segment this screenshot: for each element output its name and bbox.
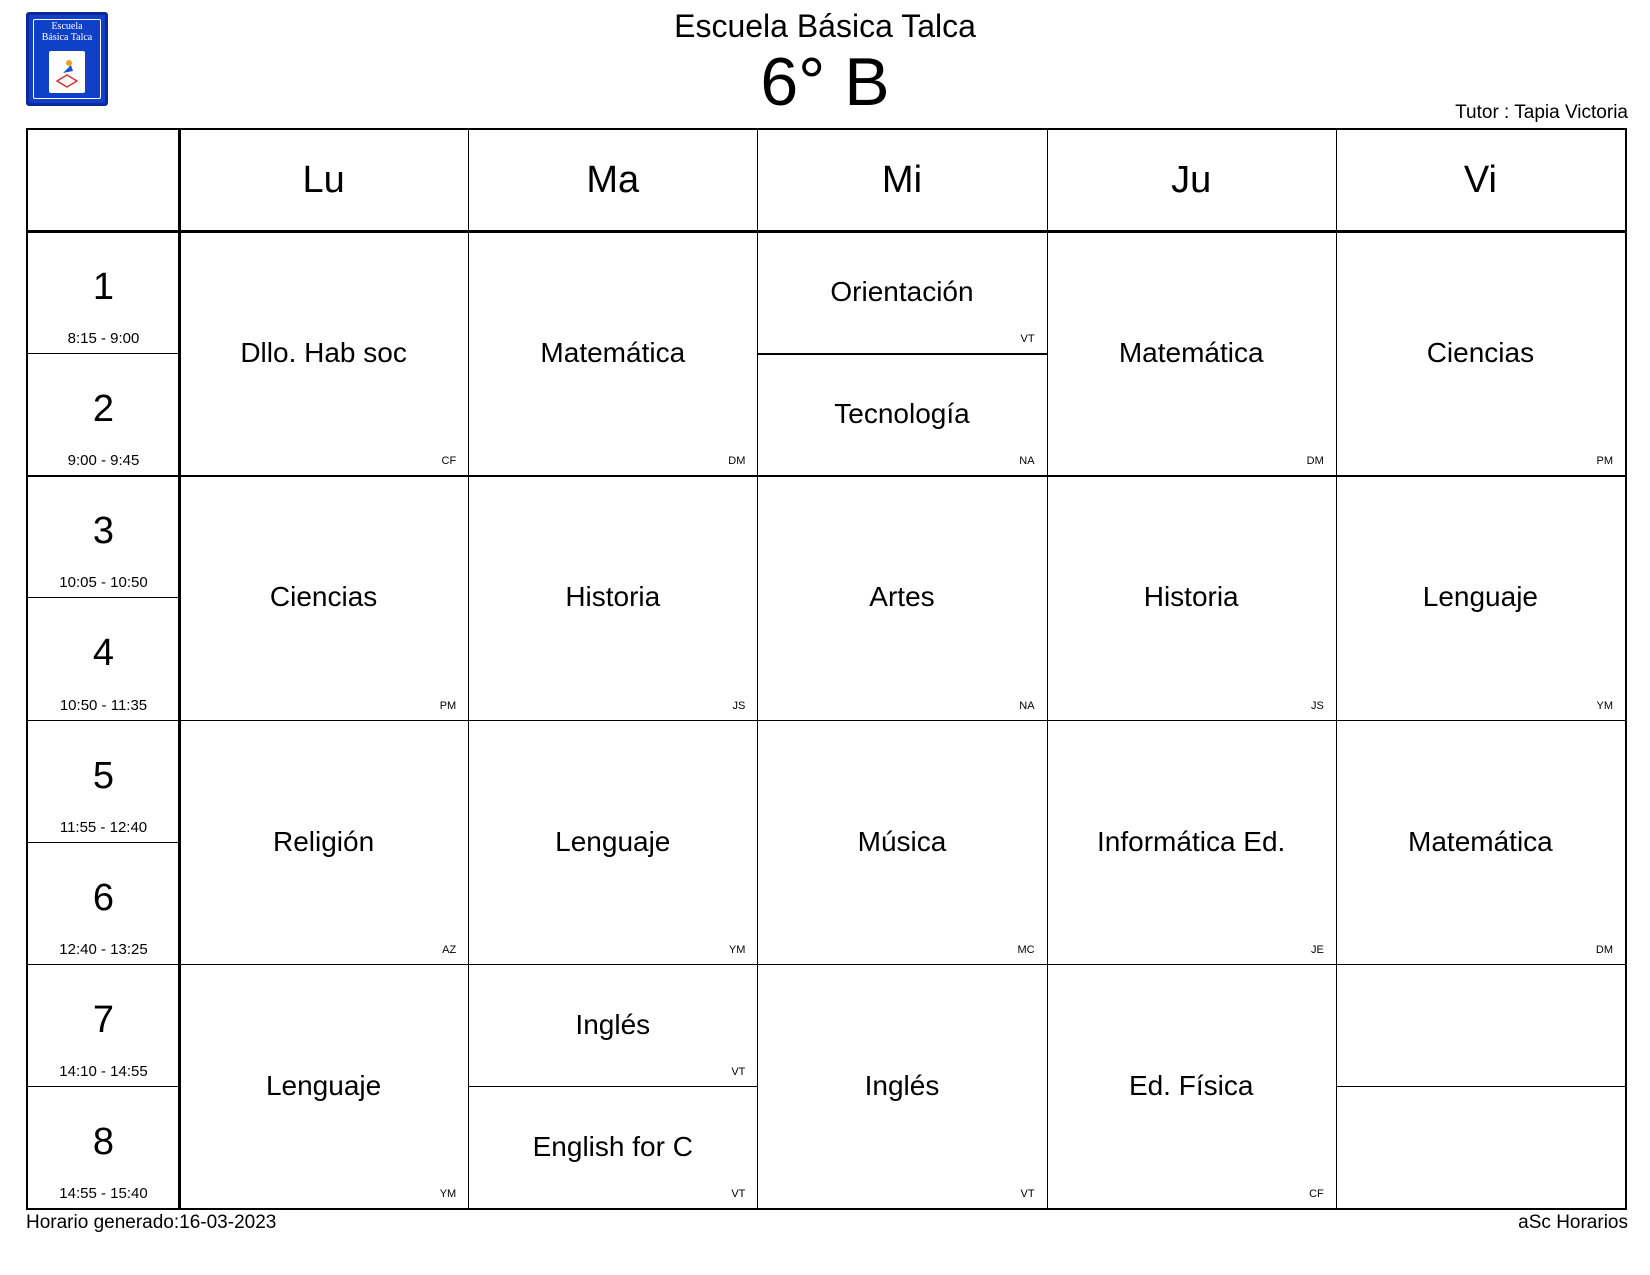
lesson-subject: Historia (1143, 581, 1239, 613)
lesson-subject: Religión (273, 825, 375, 857)
software-credit: aSc Horarios (1518, 1212, 1628, 1233)
lesson-teacher-code: MC (1017, 943, 1035, 956)
lesson-subject: Inglés (864, 1069, 940, 1101)
grid-line (28, 964, 1625, 966)
period-number: 3 (92, 510, 115, 553)
period-label (28, 597, 179, 719)
lesson-teacher-code: DM (728, 455, 746, 468)
period-time: 14:55 - 15:40 (59, 1185, 148, 1202)
lesson-subject: Dllo. Hab soc (240, 337, 407, 369)
period-time: 11:55 - 12:40 (59, 818, 148, 836)
lesson-subject: Lenguaje (1422, 581, 1538, 613)
lesson-teacher-code: JS (1310, 699, 1324, 712)
lesson-teacher-code: DM (1306, 455, 1324, 468)
grid-line (1336, 130, 1337, 1208)
school-name: Escuela Básica Talca (674, 8, 976, 44)
lesson-cell[interactable] (1047, 231, 1336, 475)
period-label (28, 353, 179, 475)
period-number: 2 (92, 388, 115, 431)
grid-line (468, 130, 469, 1208)
lesson-cell[interactable] (757, 720, 1046, 964)
lesson-cell[interactable] (468, 720, 757, 964)
grid-line (178, 130, 181, 1208)
lesson-teacher-code: YM (728, 943, 746, 956)
lesson-cell[interactable] (1336, 475, 1625, 719)
lesson-subject: Ed. Física (1128, 1069, 1254, 1101)
period-number: 1 (92, 266, 115, 308)
class-name: 6° B (760, 44, 890, 120)
lesson-teacher-code: YM (439, 1188, 457, 1200)
lesson-subject: Lenguaje (555, 825, 671, 857)
grid-line (1047, 130, 1048, 1208)
grid-line (28, 597, 179, 598)
day-header: Lu (302, 159, 345, 201)
lesson-teacher-code: JS (732, 699, 746, 712)
lesson-subject: Música (857, 825, 947, 857)
period-label (28, 842, 179, 964)
grid-line (28, 230, 1625, 233)
lesson-subject: Matemática (1408, 825, 1553, 857)
lesson-cell[interactable] (1336, 1086, 1625, 1208)
lesson-subject: Inglés (575, 1008, 651, 1040)
lesson-cell[interactable] (468, 475, 757, 719)
grid-line (757, 353, 1046, 355)
lesson-teacher-code: PM (439, 699, 457, 712)
grid-line (1336, 1086, 1625, 1088)
lesson-teacher-code: VT (1020, 1188, 1035, 1200)
lesson-subject: English for C (532, 1130, 693, 1162)
lesson-cell[interactable] (468, 1086, 757, 1208)
grid-line (28, 353, 179, 354)
lesson-cell[interactable] (468, 231, 757, 475)
lesson-cell[interactable] (757, 353, 1046, 475)
lesson-subject: Informática Ed. (1097, 825, 1286, 857)
lesson-teacher-code: AZ (442, 943, 457, 956)
lesson-cell[interactable] (1336, 964, 1625, 1086)
period-number: 5 (92, 754, 115, 797)
lesson-teacher-code: CF (1309, 1188, 1324, 1200)
lesson-teacher-code: YM (1596, 699, 1613, 712)
lesson-subject: Tecnología (834, 398, 970, 430)
generated-date: Horario generado:16-03-2023 (26, 1212, 277, 1233)
lesson-teacher-code: CF (441, 455, 457, 468)
lesson-subject: Matemática (1118, 337, 1264, 369)
period-label (28, 231, 179, 353)
lesson-teacher-code: VT (1020, 333, 1035, 346)
lesson-teacher-code: PM (1596, 455, 1613, 468)
lesson-subject: Orientación (830, 276, 974, 308)
day-header: Ju (1171, 159, 1212, 201)
period-label (28, 1086, 179, 1208)
lesson-cell[interactable] (1047, 964, 1336, 1208)
lesson-cell[interactable] (468, 964, 757, 1086)
lesson-cell[interactable] (179, 720, 468, 964)
lesson-teacher-code: JE (1310, 943, 1324, 956)
period-label (28, 475, 179, 597)
lesson-cell[interactable] (757, 964, 1046, 1208)
period-time: 14:10 - 14:55 (59, 1062, 148, 1080)
lesson-cell[interactable] (757, 231, 1046, 353)
lesson-cell[interactable] (179, 231, 468, 475)
lesson-cell[interactable] (1336, 231, 1625, 475)
lesson-teacher-code: NA (1019, 699, 1035, 712)
period-time: 10:50 - 11:35 (59, 696, 148, 714)
grid-line (28, 720, 1625, 722)
lesson-teacher-code: DM (1595, 943, 1613, 956)
lesson-subject: Historia (565, 581, 661, 613)
period-label (28, 964, 179, 1086)
lesson-subject: Ciencias (269, 581, 378, 613)
period-number: 6 (92, 876, 115, 919)
day-header: Mi (881, 159, 923, 201)
period-number: 7 (92, 998, 115, 1041)
lesson-teacher-code: NA (1019, 455, 1035, 468)
lesson-subject: Ciencias (1426, 337, 1535, 369)
lesson-subject: Matemática (540, 337, 686, 369)
period-time: 9:00 - 9:45 (67, 452, 140, 470)
grid-line (28, 475, 1625, 477)
lesson-subject: Lenguaje (265, 1069, 382, 1101)
period-label (28, 720, 179, 842)
lesson-teacher-code: VT (731, 1188, 746, 1200)
period-time: 8:15 - 9:00 (67, 330, 140, 348)
logo-text: Escuela Básica Talca (41, 21, 93, 43)
lesson-cell[interactable] (179, 964, 468, 1208)
lesson-subject: Artes (869, 581, 935, 613)
lesson-cell[interactable] (1336, 720, 1625, 964)
lesson-cell[interactable] (179, 475, 468, 719)
grid-line (28, 1086, 179, 1087)
grid-line (468, 1086, 757, 1088)
lesson-cell[interactable] (1047, 720, 1336, 964)
tutor-label: Tutor : Tapia Victoria (1455, 102, 1628, 123)
lesson-cell[interactable] (1047, 475, 1336, 719)
period-time: 10:05 - 10:50 (59, 574, 148, 592)
period-time: 12:40 - 13:25 (59, 940, 148, 958)
grid-line (757, 130, 758, 1208)
day-header: Ma (586, 159, 640, 201)
period-number: 4 (92, 632, 115, 675)
day-header: Vi (1463, 159, 1497, 201)
period-number: 8 (92, 1120, 115, 1163)
lesson-teacher-code: VT (731, 1065, 746, 1078)
timetable-grid (26, 128, 1627, 1210)
lesson-cell[interactable] (757, 475, 1046, 719)
grid-line (28, 842, 179, 843)
